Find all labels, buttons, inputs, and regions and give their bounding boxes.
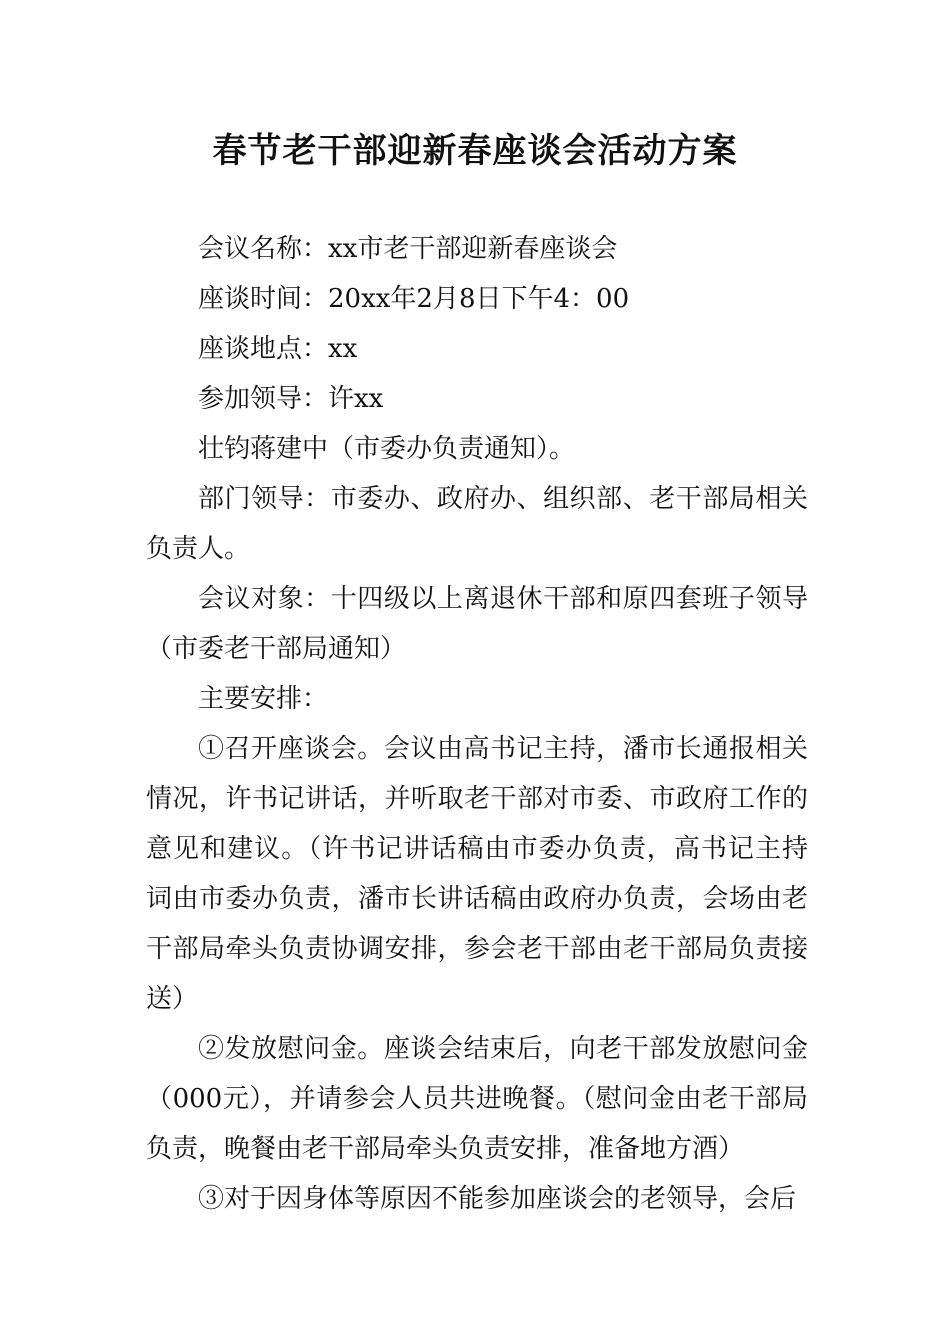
paragraph-attending-leaders-cont: 壮钧蒋建中（市委办负责通知）。	[198, 434, 576, 464]
paragraph-meeting-name: 会议名称：xx市老干部迎新春座谈会	[198, 234, 618, 264]
document-body	[146, 224, 808, 1224]
paragraph-department-leaders: 部门领导：市委办、政府办、组织部、老干部局相关负责人。	[146, 484, 808, 564]
paragraph-meeting-participants: 会议对象：十四级以上离退休干部和原四套班子领导（市委老干部局通知）	[146, 584, 808, 664]
paragraph-attending-leaders: 参加领导：许xx	[198, 384, 384, 414]
paragraph-meeting-time: 座谈时间：20xx年2月8日下午4：00	[198, 284, 630, 314]
document-title: 春节老干部迎新春座谈会活动方案	[212, 131, 738, 171]
paragraph-arrangement-2: ②发放慰问金。座谈会结束后，向老干部发放慰问金（000元），并请参会人员共进晚餐。（慰问金由老干部局负责，晚餐由老干部局牵头负责安排，准备地方酒）	[146, 1034, 808, 1164]
paragraph-arrangement-1: ①召开座谈会。会议由高书记主持，潘市长通报相关情况，许书记讲话，并听取老干部对市委、市政府工作的意见和建议。（许书记讲话稿由市委办负责，高书记主持词由市委办负责，潘市长讲话稿由政府办负责，会场由老干部局牵头负责协调安排，参会老干部由老干部局负责接送）	[146, 734, 808, 1014]
paragraph-arrangement-3: ③对于因身体等原因不能参加座谈会的老领导，会后	[198, 1184, 797, 1214]
paragraph-meeting-location: 座谈地点：xx	[198, 334, 358, 364]
paragraph-main-arrangements: 主要安排：	[198, 684, 329, 714]
